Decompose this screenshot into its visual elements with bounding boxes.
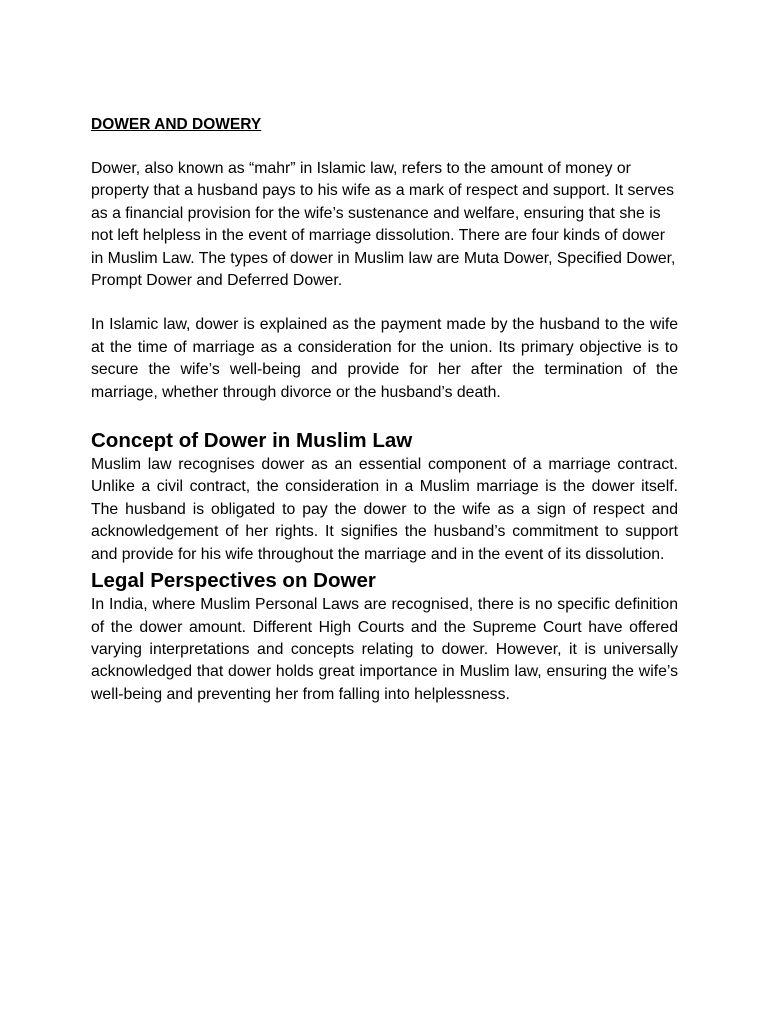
section-body-concept: Muslim law recognises dower as an essential component of a marriage contract. Unlike a civil contract, the consideration in a Muslim marriage is the dower itself. The husband is obligated to pay the dower to the wife as a sign of respect and acknowledgement of her rights. It signifies the husband’s commitment to support and provide for his wife throughout the marriage and in the event of its dissolution. — [91, 456, 678, 563]
intro-paragraph: Dower, also known as “mahr” in Islamic law, refers to the amount of money or property that a husband pays to his wife as a mark of respect and support. It serves as a financial provision for the wife’s sustenance and welfare, ensuring that she is not left helpless in the event of marriage dissolution. There are four kinds of dower in Muslim Law. The types of dower in Muslim law are Muta Dower, Specified Dower, Prompt Dower and Deferred Dower. — [91, 160, 676, 290]
section-heading-legal-perspectives: Legal Perspectives on Dower — [91, 569, 376, 593]
section-heading-concept: Concept of Dower in Muslim Law — [91, 429, 413, 453]
document-body — [91, 114, 678, 706]
section-body-legal-perspectives: In India, where Muslim Personal Laws are recognised, there is no specific definition of the dower amount. Different High Courts and the Supreme Court have offered varying interpretations and concepts relating to dower. However, it is universally acknowledged that dower holds great importance in Muslim law, ensuring the wife’s well-being and preventing her from falling into helplessness. — [91, 596, 678, 703]
definition-paragraph: In Islamic law, dower is explained as the payment made by the husband to the wife at the time of marriage as a consideration for the union. Its primary objective is to secure the wife’s well-being and provide for her after the termination of the marriage, whether through divorce or the husband’s death. — [91, 316, 678, 401]
document-title: DOWER AND DOWERY — [91, 116, 262, 133]
